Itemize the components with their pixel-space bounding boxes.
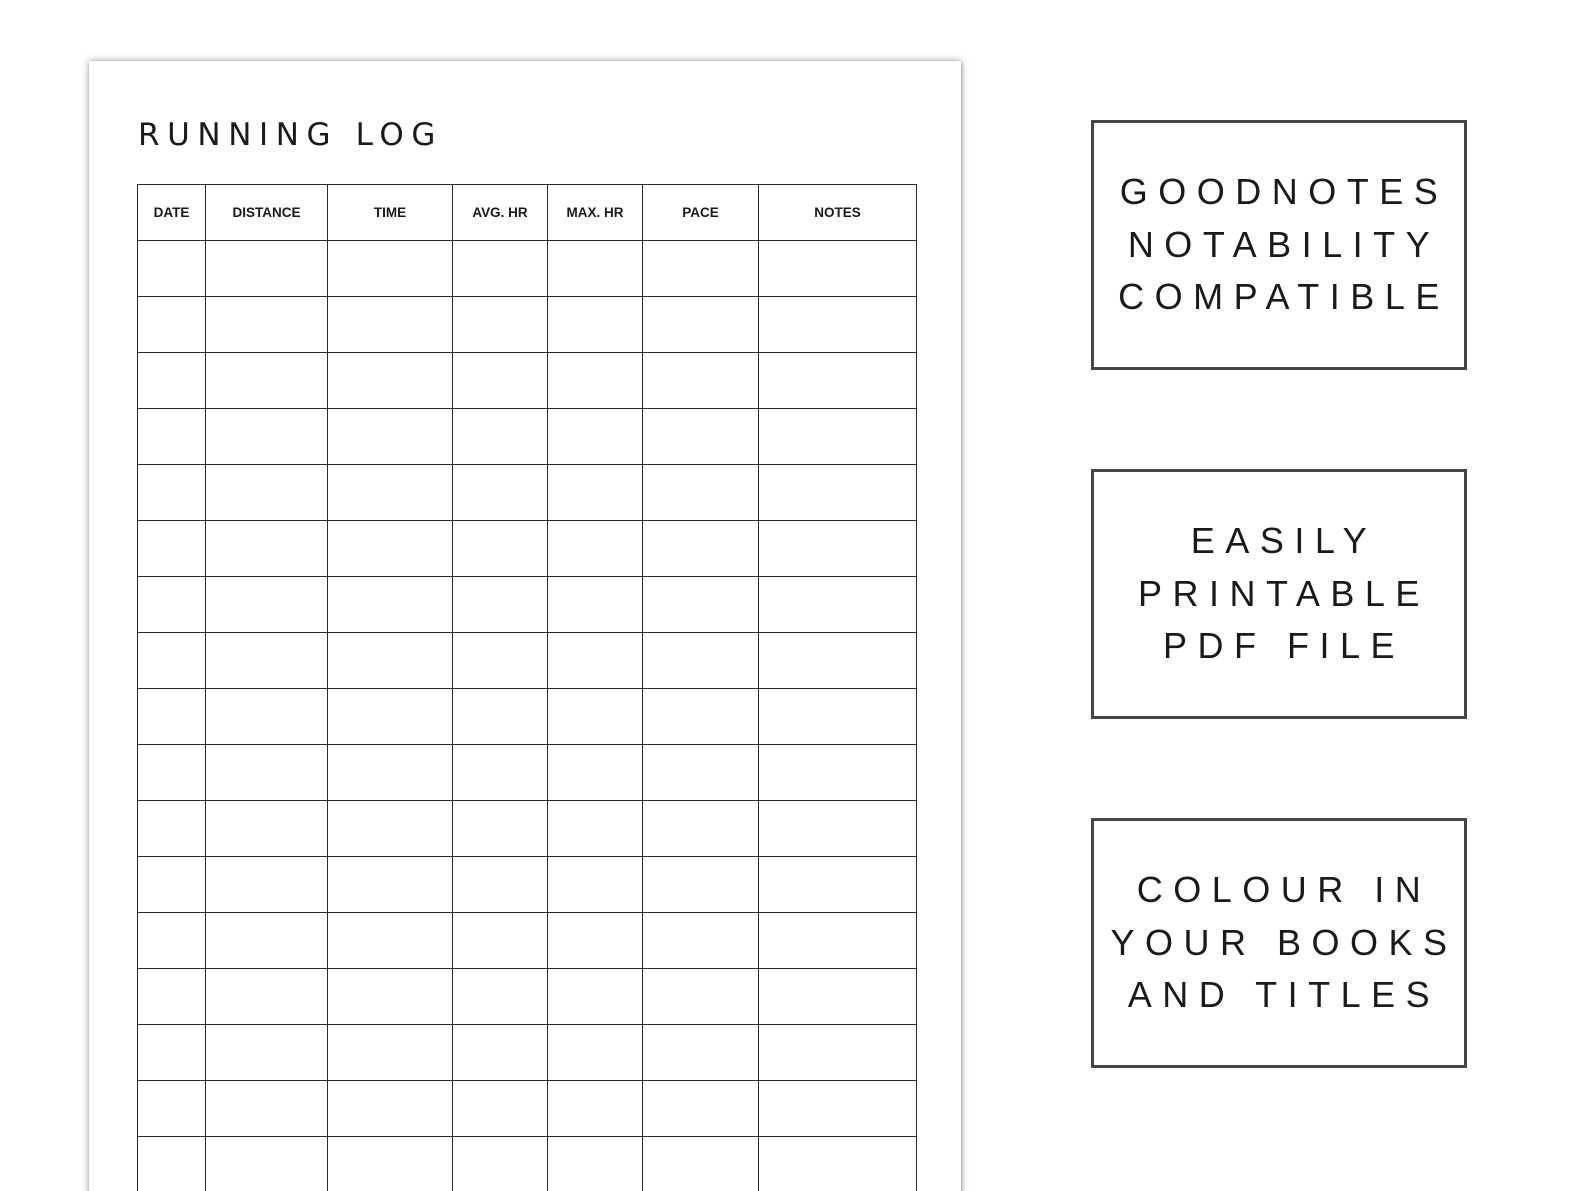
table-cell — [138, 1137, 206, 1191]
table-cell — [453, 409, 548, 465]
feature-box-colour-in — [1091, 818, 1467, 1068]
table-cell — [138, 297, 206, 353]
feature-box-printable — [1091, 469, 1467, 719]
table-cell — [206, 1081, 328, 1137]
table-cell — [138, 633, 206, 689]
table-row — [138, 297, 917, 353]
table-cell — [328, 353, 453, 409]
table-cell — [138, 913, 206, 969]
table-cell — [759, 969, 917, 1025]
table-cell — [453, 857, 548, 913]
table-cell — [759, 1081, 917, 1137]
table-cell — [548, 969, 643, 1025]
column-header-notes: NOTES — [759, 185, 917, 241]
table-cell — [453, 577, 548, 633]
table-cell — [643, 857, 759, 913]
table-cell — [453, 465, 548, 521]
table-row — [138, 241, 917, 297]
page-title: RUNNING LOG — [138, 117, 444, 153]
table-cell — [643, 913, 759, 969]
table-cell — [643, 521, 759, 577]
table-cell — [328, 1137, 453, 1191]
feature-text: YOUR BOOKS — [1110, 921, 1458, 963]
table-cell — [138, 969, 206, 1025]
table-cell — [138, 857, 206, 913]
table-cell — [206, 1137, 328, 1191]
table-cell — [453, 633, 548, 689]
feature-text: GOODNOTES — [1119, 171, 1449, 213]
table-cell — [138, 801, 206, 857]
table-cell — [759, 409, 917, 465]
table-cell — [206, 913, 328, 969]
table-cell — [453, 353, 548, 409]
table-cell — [453, 689, 548, 745]
table-cell — [328, 577, 453, 633]
column-header-time: TIME — [328, 185, 453, 241]
feature-text: COLOUR IN — [1136, 869, 1432, 911]
table-cell — [759, 297, 917, 353]
table-cell — [328, 913, 453, 969]
table-cell — [138, 1025, 206, 1081]
table-cell — [643, 633, 759, 689]
table-cell — [328, 801, 453, 857]
table-cell — [138, 409, 206, 465]
table-cell — [548, 1025, 643, 1081]
table-cell — [759, 801, 917, 857]
table-cell — [548, 465, 643, 521]
table-cell — [138, 689, 206, 745]
table-cell — [643, 577, 759, 633]
table-cell — [643, 241, 759, 297]
table-cell — [206, 1025, 328, 1081]
table-cell — [643, 689, 759, 745]
table-cell — [206, 409, 328, 465]
table-cell — [453, 913, 548, 969]
table-cell — [138, 1081, 206, 1137]
table-cell — [548, 353, 643, 409]
table-cell — [643, 969, 759, 1025]
table-cell — [548, 297, 643, 353]
table-cell — [643, 745, 759, 801]
table-cell — [453, 521, 548, 577]
table-cell — [328, 521, 453, 577]
table-cell — [759, 857, 917, 913]
table-cell — [138, 465, 206, 521]
table-cell — [206, 297, 328, 353]
feature-box-compatibility — [1091, 120, 1467, 370]
table-cell — [643, 1025, 759, 1081]
table-cell — [759, 521, 917, 577]
table-cell — [548, 745, 643, 801]
feature-text: NOTABILITY — [1127, 223, 1441, 265]
running-log-table — [137, 184, 917, 1191]
table-cell — [759, 353, 917, 409]
column-header-distance: DISTANCE — [206, 185, 328, 241]
table-cell — [328, 745, 453, 801]
table-cell — [206, 801, 328, 857]
table-cell — [206, 241, 328, 297]
table-cell — [548, 857, 643, 913]
table-header-row — [138, 185, 917, 241]
table-cell — [759, 745, 917, 801]
table-cell — [453, 745, 548, 801]
table-cell — [138, 577, 206, 633]
table-cell — [759, 465, 917, 521]
table-cell — [548, 577, 643, 633]
table-cell — [206, 577, 328, 633]
column-header-pace: PACE — [643, 185, 759, 241]
table-row — [138, 465, 917, 521]
table-cell — [206, 745, 328, 801]
table-cell — [328, 1081, 453, 1137]
column-header-avg-hr: AVG. HR — [453, 185, 548, 241]
table-cell — [643, 1137, 759, 1191]
table-cell — [453, 1025, 548, 1081]
table-cell — [453, 969, 548, 1025]
table-row — [138, 409, 917, 465]
table-cell — [328, 297, 453, 353]
table-cell — [548, 241, 643, 297]
table-cell — [328, 633, 453, 689]
table-cell — [206, 689, 328, 745]
table-row — [138, 689, 917, 745]
table-cell — [759, 241, 917, 297]
table-body — [138, 241, 917, 1191]
feature-text: PDF FILE — [1162, 625, 1406, 667]
table-cell — [206, 857, 328, 913]
table-cell — [759, 689, 917, 745]
table-cell — [548, 801, 643, 857]
table-cell — [138, 745, 206, 801]
table-row — [138, 745, 917, 801]
table-cell — [643, 409, 759, 465]
table-cell — [138, 353, 206, 409]
table-row — [138, 577, 917, 633]
table-row — [138, 633, 917, 689]
table-cell — [138, 521, 206, 577]
table-row — [138, 801, 917, 857]
table-cell — [759, 1137, 917, 1191]
table-cell — [548, 689, 643, 745]
table-row — [138, 969, 917, 1025]
feature-text: COMPATIBLE — [1118, 276, 1450, 318]
feature-text: PRINTABLE — [1138, 572, 1430, 614]
table-cell — [328, 857, 453, 913]
table-cell — [548, 633, 643, 689]
table-cell — [206, 969, 328, 1025]
column-header-date: DATE — [138, 185, 206, 241]
table-cell — [643, 465, 759, 521]
table-row — [138, 521, 917, 577]
table-cell — [548, 521, 643, 577]
table-cell — [328, 465, 453, 521]
table-cell — [548, 409, 643, 465]
table-cell — [206, 353, 328, 409]
table-cell — [453, 241, 548, 297]
running-log-page — [89, 61, 961, 1191]
table-row — [138, 1081, 917, 1137]
table-cell — [759, 633, 917, 689]
table-cell — [328, 969, 453, 1025]
table-cell — [548, 1081, 643, 1137]
feature-text: AND TITLES — [1127, 974, 1441, 1016]
table-cell — [453, 1081, 548, 1137]
table-cell — [206, 633, 328, 689]
table-cell — [548, 1137, 643, 1191]
table-cell — [328, 409, 453, 465]
table-cell — [328, 241, 453, 297]
table-cell — [206, 521, 328, 577]
table-cell — [759, 913, 917, 969]
table-row — [138, 353, 917, 409]
table-row — [138, 913, 917, 969]
table-cell — [138, 241, 206, 297]
table-cell — [643, 297, 759, 353]
table-cell — [643, 1081, 759, 1137]
table-row — [138, 1137, 917, 1191]
table-cell — [453, 801, 548, 857]
table-row — [138, 1025, 917, 1081]
table-cell — [453, 1137, 548, 1191]
table-cell — [453, 297, 548, 353]
table-cell — [759, 1025, 917, 1081]
table-cell — [548, 913, 643, 969]
table-cell — [328, 1025, 453, 1081]
table-cell — [328, 689, 453, 745]
table-cell — [643, 801, 759, 857]
column-header-max-hr: MAX. HR — [548, 185, 643, 241]
feature-text: EASILY — [1190, 520, 1378, 562]
table-cell — [206, 465, 328, 521]
table-row — [138, 857, 917, 913]
table-cell — [759, 577, 917, 633]
table-cell — [643, 353, 759, 409]
